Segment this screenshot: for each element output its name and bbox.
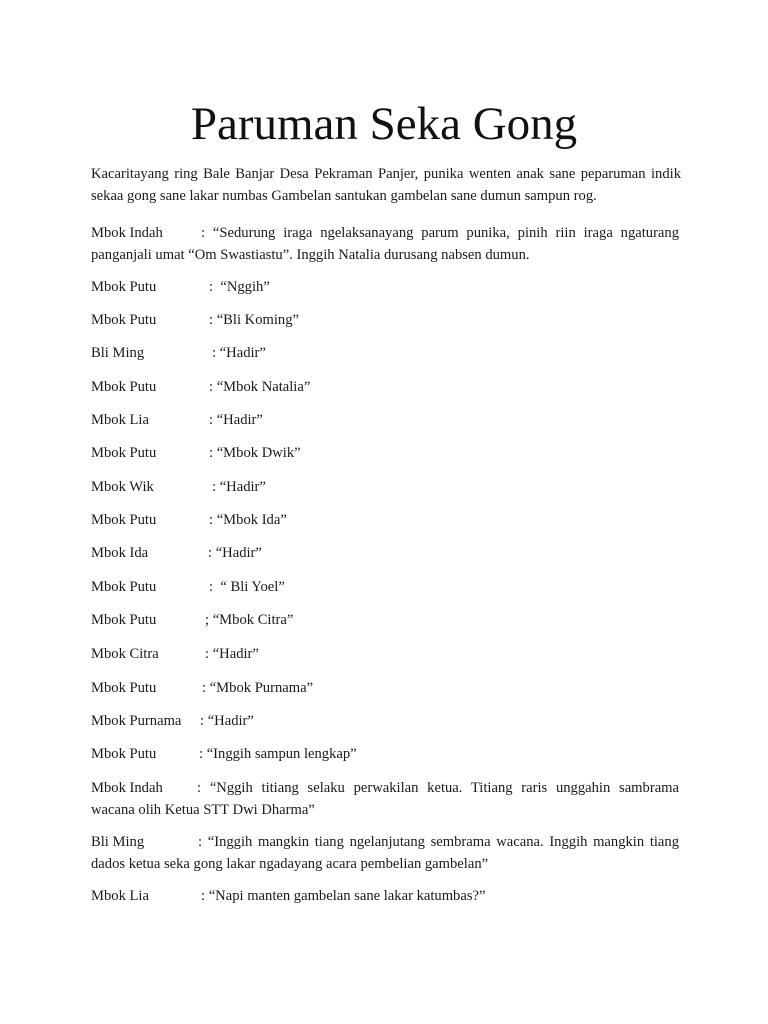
dialogue-text: “Nggih” [220,279,270,295]
dialogue-line [91,743,679,765]
dialogue-text: “Hadir” [212,646,259,662]
speaker-name: Mbok Putu [91,379,157,395]
speaker-separator: ; [205,612,213,628]
dialogue-line [91,276,679,298]
intro-paragraph: Kacaritayang ring Bale Banjar Desa Pekraman Panjer, punika wenten anak sane peparuman indik sekaa gong sane lakar numbas Gambelan santukan gambelan sane dumun sampun rog. [91,166,681,204]
dialogue-text: “Hadir” [216,412,263,428]
speaker-separator: : [209,579,221,595]
speaker-name: Mbok Putu [91,445,157,461]
speaker-separator: : [205,646,213,662]
speaker-separator: : [209,412,217,428]
dialogue-line [91,509,679,531]
speaker-name: Mbok Putu [91,612,157,628]
dialogue-line [91,442,679,464]
dialogue-text: “Napi manten gambelan sane lakar katumbas?” [208,888,486,904]
speaker-name: Mbok Putu [91,312,157,328]
speaker-name: Bli Ming [91,345,145,361]
speaker-name: Mbok Wik [91,479,154,495]
dialogue-line [91,222,679,266]
dialogue-line [91,309,679,331]
dialogue-text: “Hadir” [207,713,254,729]
speaker-separator: : [200,713,208,729]
dialogue-line [91,777,679,821]
dialogue-line [91,409,679,431]
dialogue-text: “Mbok Natalia” [216,379,311,395]
speaker-separator: : [198,834,208,850]
speaker-separator: : [199,746,207,762]
speaker-name: Mbok Putu [91,579,157,595]
speaker-name: Mbok Putu [91,680,157,696]
speaker-name: Mbok Purnama [91,713,182,729]
speaker-separator: : [208,545,216,561]
dialogue-text: “Mbok Dwik” [216,445,301,461]
dialogue-line [91,677,679,699]
dialogue-text: “Hadir” [215,545,262,561]
dialogue-text: “Inggih sampun lengkap” [206,746,357,762]
dialogue-text: “Mbok Citra” [212,612,294,628]
dialogue-text: “Bli Koming” [216,312,299,328]
dialogue-line [91,476,679,498]
speaker-name: Mbok Lia [91,888,149,904]
dialogue-text: “ Bli Yoel” [220,579,285,595]
speaker-separator: : [209,512,217,528]
dialogue-text: “Hadir” [219,479,266,495]
dialogue-line [91,376,679,398]
speaker-name: Mbok Ida [91,545,149,561]
speaker-separator: : [201,888,209,904]
dialogue-line [91,609,679,631]
dialogue-text: “Hadir” [219,345,266,361]
speaker-name: Bli Ming [91,834,145,850]
speaker-name: Mbok Citra [91,646,159,662]
dialogue-line [91,643,679,665]
speaker-name: Mbok Putu [91,512,157,528]
dialogue-line [91,710,679,732]
dialogue-text: “Sedurung iraga ngelaksanayang parum punika, pinih riin iraga ngaturang panganjali umat “Om Swastiastu”. Inggih Natalia durusang nabsen dumun. [91,225,680,263]
speaker-separator: : [197,780,210,796]
speaker-separator: : [201,225,213,241]
dialogue-text: “Nggih titiang selaku perwakilan ketua. Titiang raris unggahin sambrama wacana olih Ketua STT Dwi Dharma” [91,780,679,818]
speaker-name: Mbok Putu [91,279,157,295]
dialogue-text: “Inggih mangkin tiang ngelanjutang sembrama wacana. Inggih mangkin tiang dados ketua seka gong lakar ngadayang acara pembelian gambelan” [91,834,680,872]
speaker-separator: : [209,379,217,395]
dialogue-text: “Mbok Purnama” [209,680,314,696]
speaker-separator: : [202,680,210,696]
speaker-separator: : [209,279,221,295]
speaker-separator: : [212,345,220,361]
speaker-name: Mbok Lia [91,412,149,428]
dialogue-line [91,542,679,564]
speaker-separator: : [209,445,217,461]
speaker-separator: : [212,479,220,495]
dialogue-line [91,831,679,875]
speaker-name: Mbok Indah [91,225,163,241]
dialogue-line [91,576,679,598]
dialogue-line [91,342,679,364]
speaker-separator: : [209,312,217,328]
dialogue-line [91,885,679,907]
page-title: Paruman Seka Gong [190,98,578,150]
dialogue-text: “Mbok Ida” [216,512,287,528]
speaker-name: Mbok Indah [91,780,163,796]
speaker-name: Mbok Putu [91,746,157,762]
